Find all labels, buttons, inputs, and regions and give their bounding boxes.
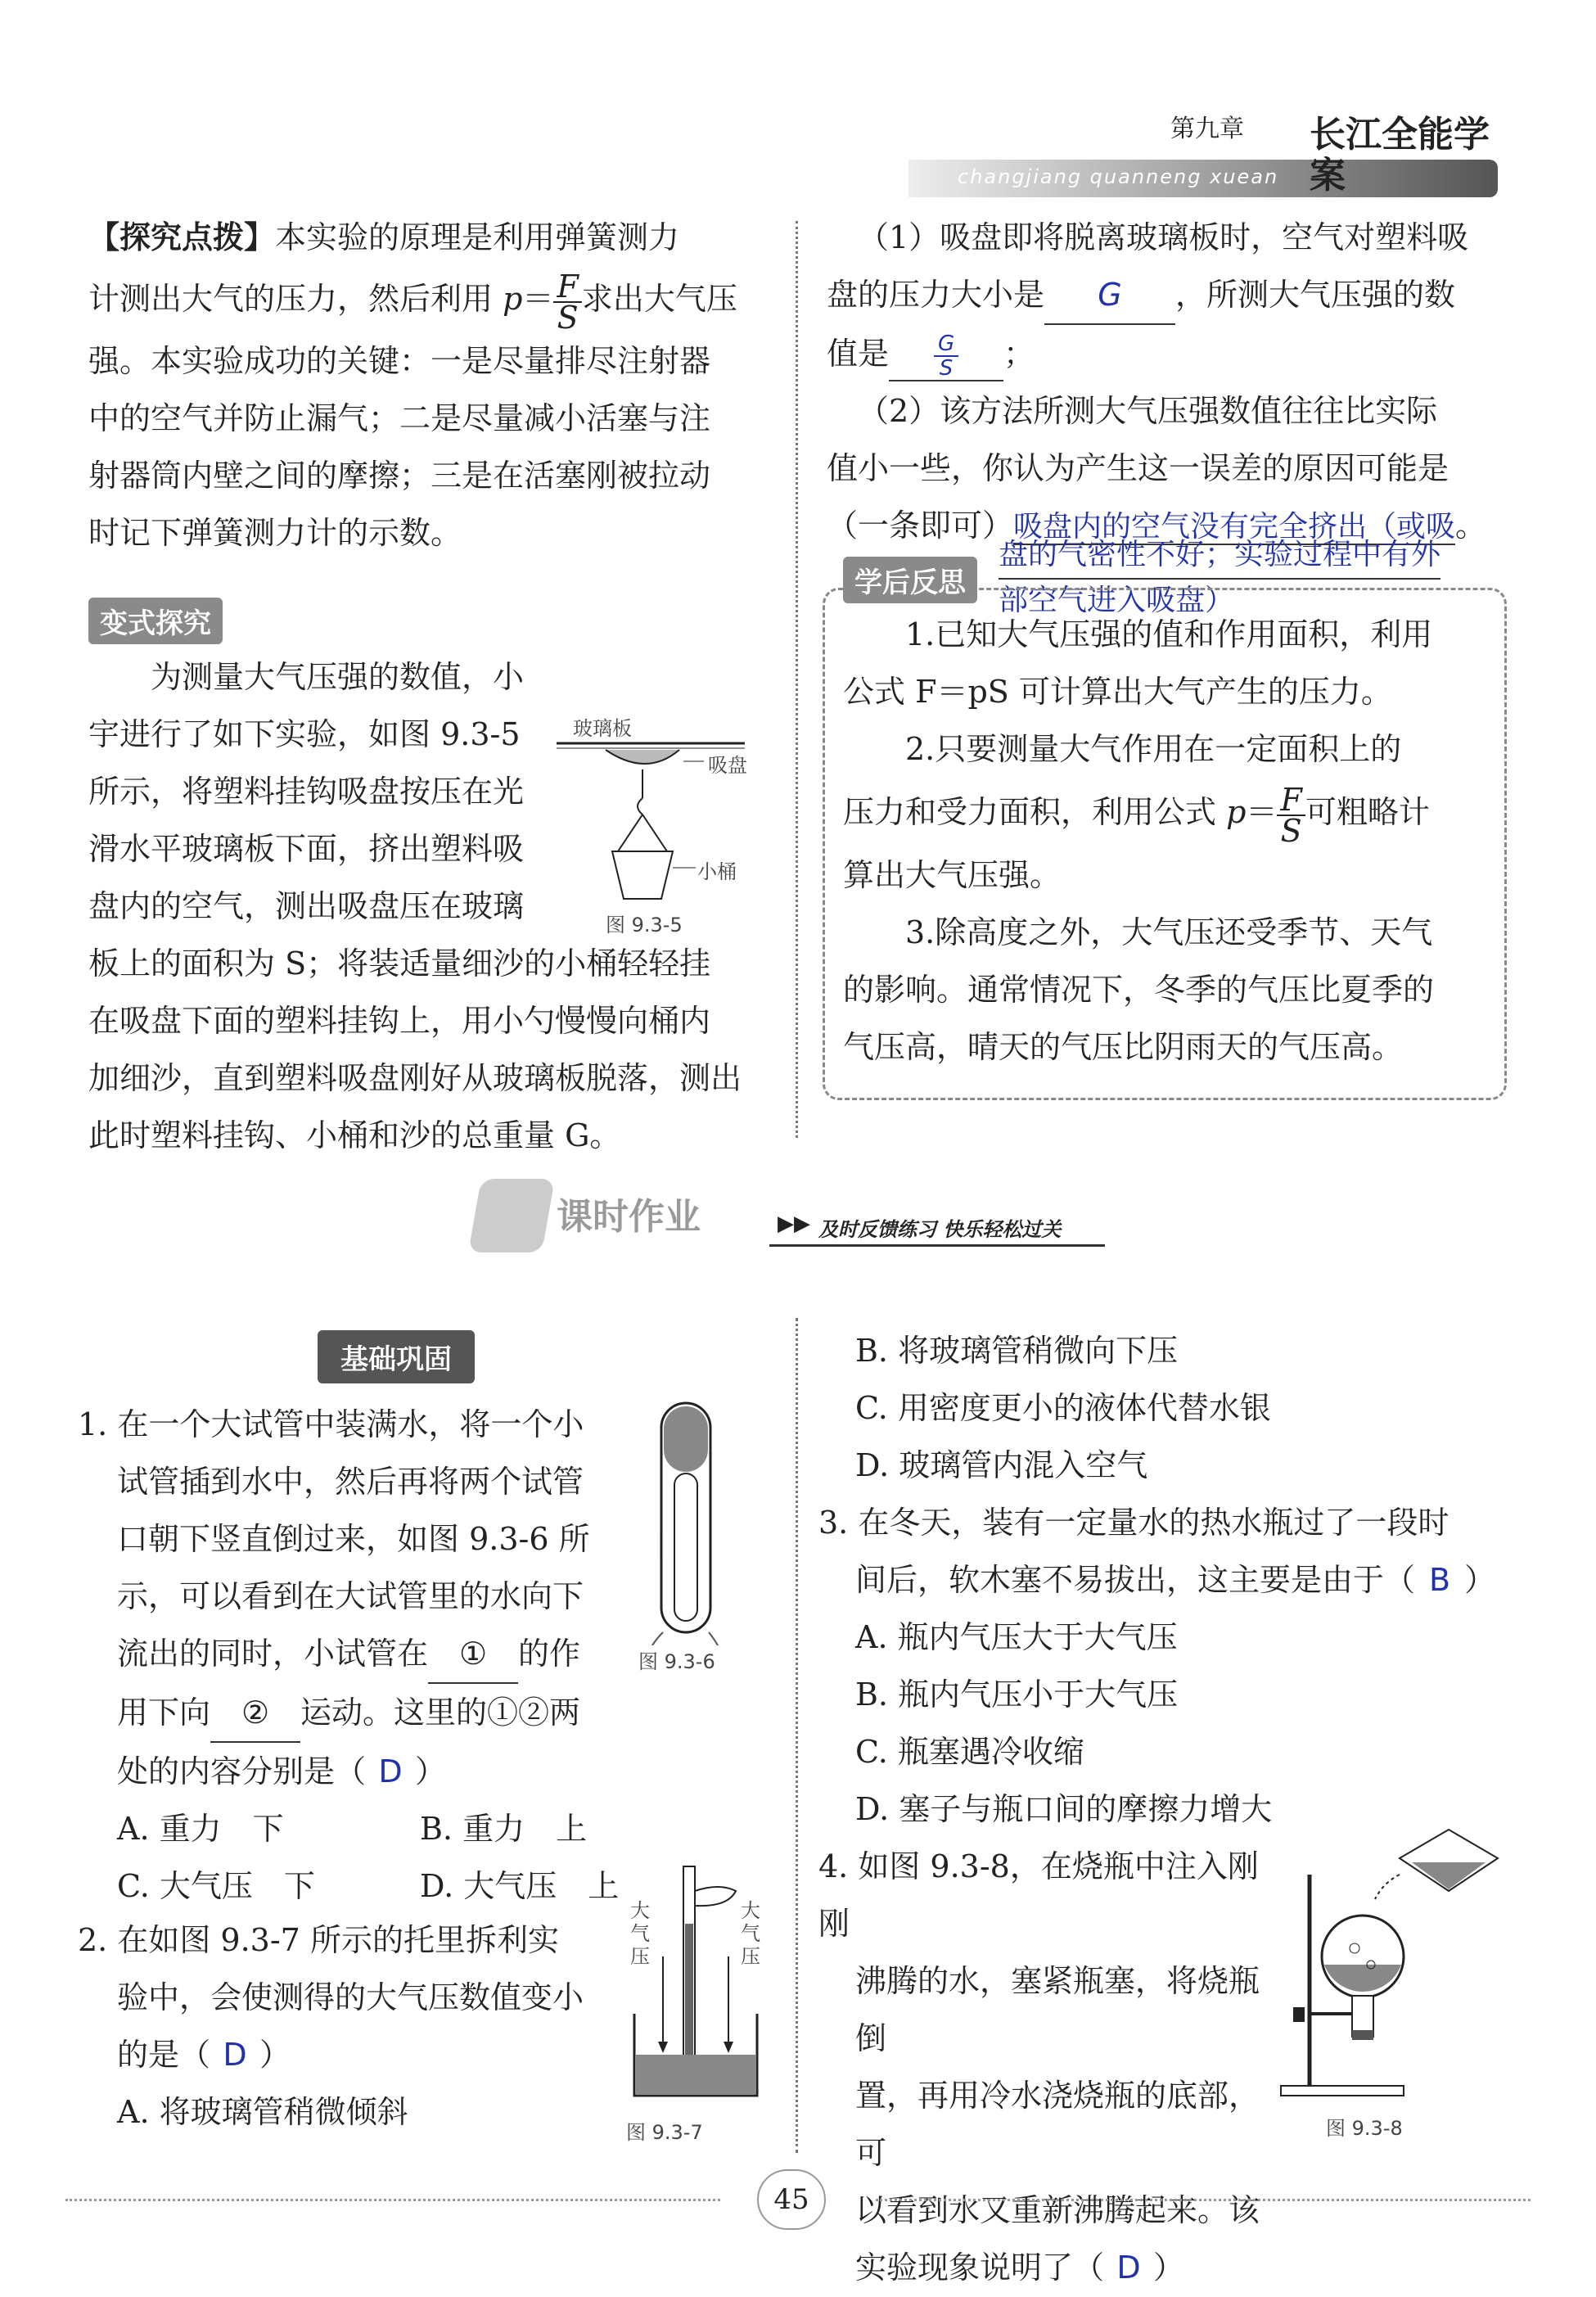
question-3 [818,1494,1514,1838]
column-divider-top [796,221,798,1138]
fraction-num: F [553,272,581,303]
brand-logo-text: 长江全能学案 [1310,114,1490,196]
text-line: （1）吸盘即将脱离玻璃板时，空气对塑料吸 [858,219,1469,255]
option-c: C. 用密度更小的液体代替水银 [855,1390,1271,1426]
chapter-label: 第九章 [1170,115,1244,143]
answer: D [378,1753,403,1789]
fraction-den: S [1280,812,1302,849]
variant-text [88,648,579,935]
variant-text-full [88,935,768,1164]
text-line: 沸腾的水，塞紧瓶塞，将烧瓶倒 [855,1963,1260,2056]
right-questions [827,209,1506,556]
text-line: 所示，将塑料挂钩吸盘按压在光 [88,774,525,810]
blank-2: ② [210,1684,300,1743]
text-line: （一条即可） [827,508,1014,544]
answer-num: G [934,332,958,357]
fraction-num: F [1277,785,1305,816]
answer-line-3: 部空气进入吸盘） [999,584,1235,617]
label-left: 大气压 [630,1899,650,1968]
text-line: 强。本实验成功的关键：一是尽量排尽注射器 [88,342,711,379]
option-c: C. 大气压 下 [117,1868,315,1904]
text-line: ） [1464,1562,1496,1598]
text-line: 用下向 [117,1695,211,1731]
basics-tag: 基础巩固 [318,1330,475,1383]
header [908,98,1514,205]
option-d: D. 塞子与瓶口间的摩擦力增大 [855,1791,1273,1827]
basics-tag-box [318,1330,475,1383]
text-line: 2. 在如图 9.3-7 所示的托里拆利实 [78,1922,559,1958]
figure-caption: 图 9.3-5 [606,914,683,936]
label-glass: 玻璃板 [573,717,632,740]
label-cup: 吸盘 [708,754,747,777]
text-line: 的影响。通常情况下，冬季的气压比夏季的 [843,972,1435,1008]
question-2 [78,1911,634,2141]
column-divider-bottom [796,1318,798,2153]
answer: B [1428,1562,1451,1598]
text-line: 3.除高度之外，大气压还受季节、天气 [905,914,1433,950]
text-line: 4. 如图 9.3-8，在烧瓶中注入刚刚 [818,1848,1259,1942]
text-line: 值是 [827,336,890,372]
answer-text: 吸盘内的空气没有完全挤出（或吸 [1013,510,1456,544]
text-line: 气压高，晴天的气压比阴雨天的气压高。 [843,1029,1404,1065]
text-line: 间后，软木塞不易拔出，这主要是由于（ [855,1562,1416,1598]
fraction-den: S [557,299,579,336]
footer-line-right [876,2199,1531,2201]
text-line: 宇进行了如下实验，如图 9.3-5 [88,716,521,752]
blank-1: ① [428,1625,518,1684]
option-d: D. 大气压 上 [420,1868,620,1904]
text-line: 加细沙，直到塑料吸盘刚好从玻璃板脱落，测出 [88,1060,742,1096]
figure-9-3-6 [638,1400,745,1678]
text-line: 求出大气压 [581,281,737,317]
text-line: 公式 F＝pS 可计算出大气产生的压力。 [843,674,1392,710]
answer: D [223,2037,247,2073]
formula-p: p [1226,794,1247,830]
text-line: 本实验的原理是利用弹簧测力 [275,219,680,255]
answer-blank: G [1044,266,1175,325]
answer: D [1116,2250,1141,2286]
option-a: A. 重力 下 [117,1811,284,1847]
figure-9-3-7 [618,1858,773,2153]
option-a: A. 将玻璃管稍微倾斜 [117,2094,408,2130]
formula-p: p [503,281,523,317]
option-a: A. 瓶内气压大于大气压 [855,1619,1178,1655]
suction-cup-diagram [557,712,769,925]
text-line: 计测出大气的压力，然后利用 [88,281,494,317]
text-line: 置，再用冷水浇烧瓶的底部，可 [855,2078,1260,2171]
text-line: 在吸盘下面的塑料挂钩上，用小勺慢慢向桶内 [88,1003,711,1039]
footer [65,2169,1531,2235]
figure-9-3-5 [557,712,769,941]
text-line: 盘内的空气，测出吸盘压在玻璃 [88,888,525,924]
text-line: 运动。这里的①②两 [300,1695,581,1731]
option-c: C. 瓶塞遇冷收缩 [855,1734,1084,1770]
text-line: 1. 在一个大试管中装满水，将一个小 [78,1406,584,1442]
lesson-banner [458,1179,1113,1269]
text-line: 值小一些，你认为产生这一误差的原因可能是 [827,450,1449,486]
text-line: 的作 [518,1636,581,1672]
text-line: 试管插到水中，然后再将两个试管 [117,1464,584,1500]
fraction [553,268,581,336]
banner-logo [468,1179,555,1252]
torricelli-diagram [618,1858,773,2104]
question-1 [78,1396,634,1915]
variant-tag-box [88,598,223,644]
explore-tag: 【探究点拨】 [88,219,276,255]
text-line: 口朝下竖直倒过来，如图 9.3-6 所 [117,1521,590,1557]
text-line: 盘的压力大小是 [827,277,1045,313]
figure-caption: 图 9.3-7 [626,2121,703,2144]
answer-fraction [889,332,1003,381]
text-line: （2）该方法所测大气压强数值往往比实际 [858,393,1438,429]
text-line: 3. 在冬天，装有一定量水的热水瓶过了一段时 [818,1505,1449,1541]
page-number-text: 45 [773,2183,809,2216]
text-line: 算出大气压强。 [843,857,1062,893]
text-line: 验中，会使测得的大气压数值变小 [117,1979,584,2015]
text-line: 。 [1455,508,1487,544]
option-b: B. 将玻璃管稍微向下压 [855,1333,1179,1369]
text-line: 滑水平玻璃板下面，挤出塑料吸 [88,831,525,867]
brand-en: changjiang quanneng xuean [958,165,1279,188]
text-line: 示，可以看到在大试管里的水向下 [117,1578,584,1614]
text-line: 的是（ [117,2037,211,2073]
figure-caption: 图 9.3-8 [1326,2117,1403,2140]
banner-slogan: 及时反馈练习 快乐轻松过关 [818,1217,1062,1241]
footer-line-left [65,2199,720,2201]
explore-tips: 【探究点拨】本实验的原理是利用弹簧测力 计测出大气的压力，然后利用 p＝ $\frac{F}{S}$ 求出大气压 强。本实验成功的关键：一是尽量排尽注射器 中的空气并防止漏气；二是尽量减小活塞与注 射器筒内壁之间的摩擦；三是在活塞刚被拉动 时记下弹簧测力计的示数。 [88,209,768,562]
fraction [1277,781,1305,849]
brand-logo [1310,115,1490,200]
text-line: 以看到水又重新沸腾起来。该 [855,2192,1260,2228]
text-line: 压力和受力面积，利用公式 [843,794,1217,830]
text-line: 流出的同时，小试管在 [117,1636,429,1672]
banner-title: 课时作业 [557,1196,701,1238]
text-line: 处的内容分别是（ [117,1753,367,1789]
label-bucket: 小桶 [697,860,737,883]
text-line: ） [259,2037,291,2073]
reflect-content: 1.已知大气压强的值和作用面积，利用 公式 F＝pS 可计算出大气产生的压力。 2.只要测量大气作用在一定面积上的 压力和受力面积，利用公式 p＝ $\frac{F}{S}$ 可粗略计 算出大气压强。 3.除高度之外，大气压还受季节、天气 的影响。通常情况下，冬季的气压比夏季的 气压高，晴天的气压比阴雨天的气压高。 [843,606,1490,1076]
reflect-tag: 学后反思 [843,557,977,603]
text-line: 实验现象说明了（ [855,2250,1105,2286]
text-line: 可粗略计 [1305,794,1430,830]
test-tube-diagram [638,1400,737,1645]
text-line: 射器筒内壁之间的摩擦；三是在活塞刚被拉动 [88,457,711,494]
page-number [757,2169,826,2230]
text-line: ） [415,1753,447,1789]
option-b: B. 瓶内气压小于大气压 [855,1676,1179,1713]
variant-tag: 变式探究 [88,598,223,644]
option-d: D. 玻璃管内混入空气 [855,1447,1148,1483]
text-line: ，所测大气压强的数 [1175,277,1456,313]
option-b: B. 重力 上 [420,1811,588,1847]
text-line: 中的空气并防止漏气；二是尽量减小活塞与注 [88,399,711,436]
text-line: 2.只要测量大气作用在一定面积上的 [905,731,1402,767]
text-line: 时记下弹簧测力计的示数。 [88,514,462,551]
question-2-cont [827,1322,1506,1494]
text-line: 1.已知大气压强的值和作用面积，利用 [905,616,1433,652]
answer-line-2: 盘的气密性不好；实验过程中有外 [999,532,1440,580]
text-line: 板上的面积为 S；将装适量细沙的小桶轻轻挂 [88,945,711,982]
answer-den: S [939,355,954,381]
text-line: 为测量大气压强的数值，小 [151,659,525,695]
text-line: ； [1003,336,1035,372]
figure-caption: 图 9.3-6 [638,1650,715,1673]
figure-9-3-8 [1277,1825,1506,2153]
banner-line [769,1244,1105,1247]
banner-arrows: ▶▶ [778,1212,810,1236]
label-right: 大气压 [741,1899,760,1968]
reflect-tag-box [843,557,977,603]
flask-diagram [1277,1825,1506,2104]
text-line: 此时塑料挂钩、小桶和沙的总重量 G。 [88,1117,621,1153]
text-line: ） [1153,2250,1185,2286]
